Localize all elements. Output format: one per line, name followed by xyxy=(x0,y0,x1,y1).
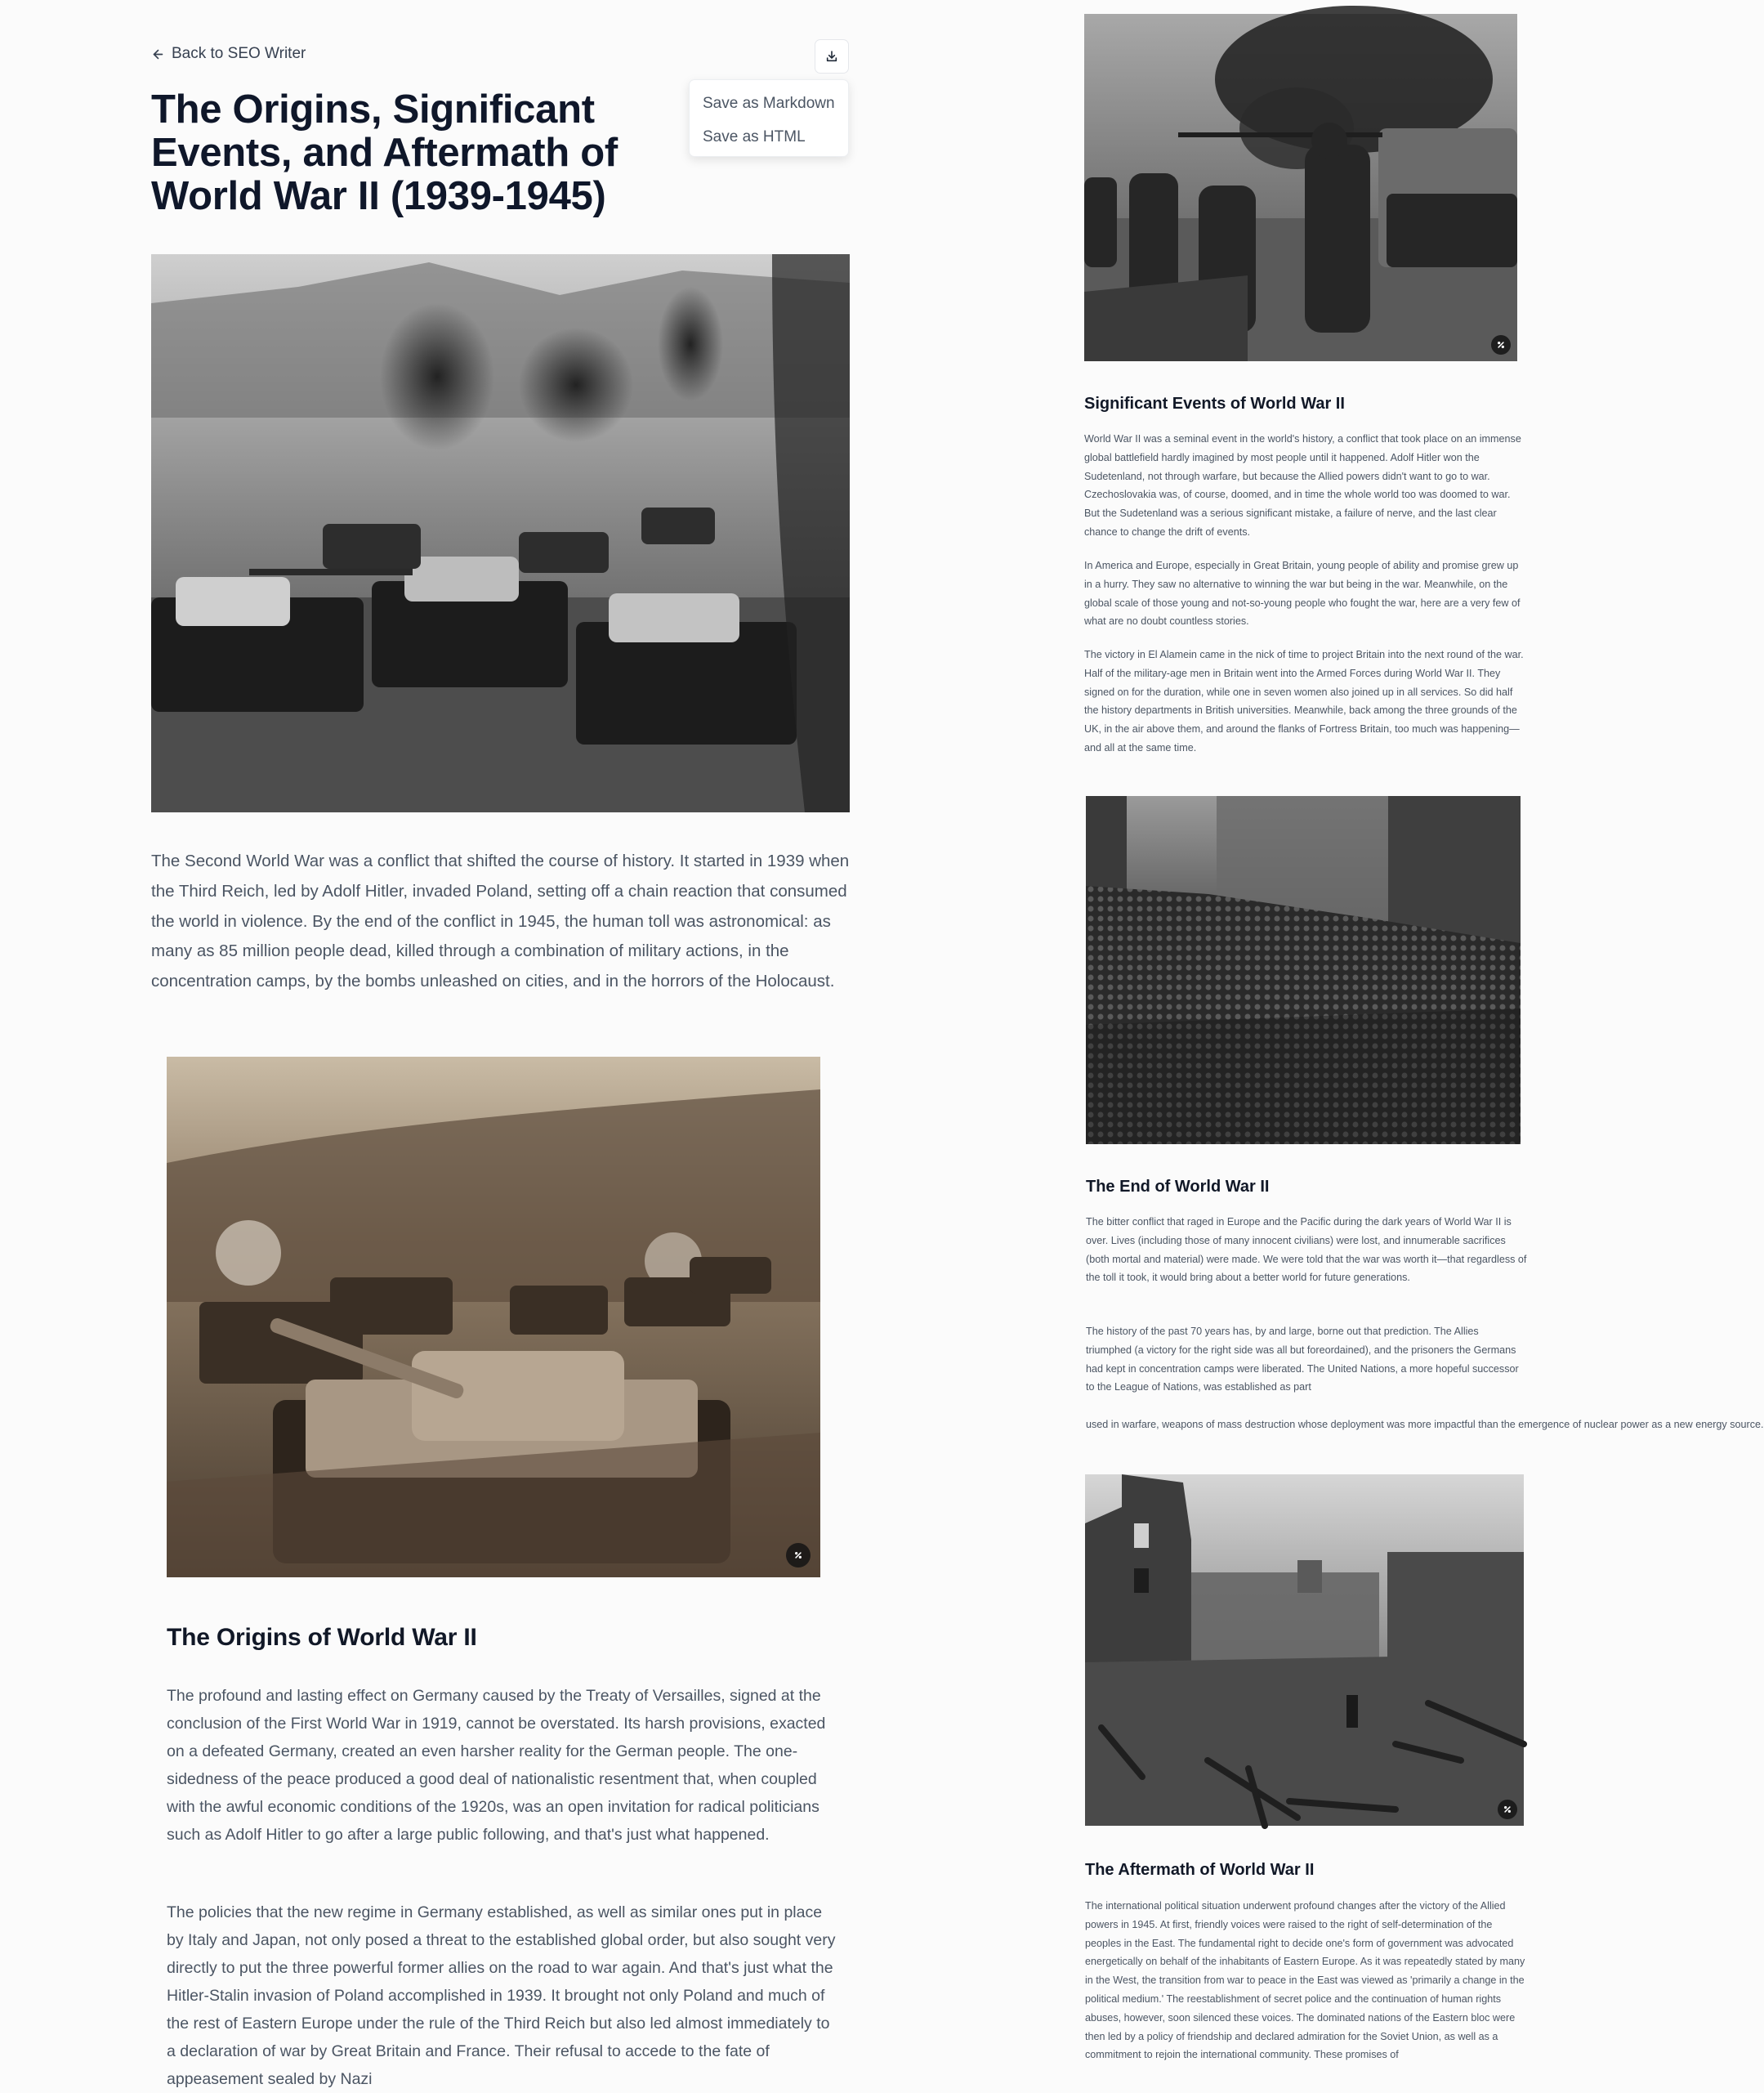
save-as-html-item[interactable]: Save as HTML xyxy=(703,128,806,145)
significant-events-paragraph: In America and Europe, especially in Great Britain, young people of ability and promise grew up in a hurry. They saw no alternative to winning the war but being in the war. Meanwhile, on the global scale of those young and not-so-young people who fought the war, here are a very few of what are no doubt countless stories. xyxy=(1084,560,1521,628)
expand-icon xyxy=(1502,1804,1513,1815)
image-expand-button[interactable] xyxy=(1498,1800,1517,1819)
arrow-left-icon xyxy=(151,47,165,61)
article-title: The Origins, Significant Events, and Aftermath of World War II (1939-1945) xyxy=(151,87,618,218)
photo-soldiers-tank xyxy=(1084,14,1517,361)
article-image-hero xyxy=(151,254,850,812)
origins-paragraph: The profound and lasting effect on Germany caused by the Treaty of Versailles, signed at the conclusion of the First World War in 1919, cannot be overstated. Its harsh provisions, exacted on a defeated Germany, created an even harsher reality for the German people. The one-sidedness of the peace produced a good deal of nationalistic resentment that, when coupled with the awful economic conditions of the 1920s, was an open invitation for radical politicians such as Adolf Hitler to go after a large public following, and that's just what happened. xyxy=(167,1687,826,1844)
section-heading-end: The End of World War II xyxy=(1086,1178,1270,1196)
image-expand-button[interactable] xyxy=(1491,335,1511,355)
article-image-soldiers-tank xyxy=(1084,14,1517,361)
photo-sepia-tanks xyxy=(167,1057,820,1577)
image-expand-button[interactable] xyxy=(786,1543,811,1568)
aftermath-paragraph: The international political situation underwent profound changes after the victory of the Allied powers in 1945. At first, friendly voices were raised to the right of self-determination of the peoples in the East. The fundamental right to decide one's form of government was advocated energetically on behalf of the inhabitants of Eastern Europe. As it was repeatedly stated by many in the West, the transition from war to peace in the East was viewed as 'primarily a change in the political medium.' The reestablishment of secret police and the continuation of human rights abuses, however, soon silenced these voices. The dominated nations of the Eastern bloc were then led by a policy of friendship and declared admiration for the Soviet Union, as well as a commitment to rejoin the international community. These promises of xyxy=(1085,1900,1525,2061)
export-dropdown-menu xyxy=(689,79,849,157)
section-heading-origins: The Origins of World War II xyxy=(167,1624,477,1651)
end-paragraph: The bitter conflict that raged in Europe and the Pacific during the dark years of World War II is over. Lives (including those of many innocent civilians) were lost, and innumerable sacrifices (both mortal and material) were made. We were told that the war was worth it—that regardless of the toll it took, it would bring about a better world for future generations. xyxy=(1086,1216,1527,1284)
photo-tanks-valley xyxy=(151,254,850,812)
end-paragraph: The history of the past 70 years has, by and large, borne out that prediction. The Allies triumphed (a victory for the right side was all but foreordained), and the prisoners the Germans had kept in concentration camps were liberated. The United Nations, a more hopeful successor to the League of Nations, was established as part xyxy=(1086,1326,1519,1393)
photo-bombed-ruins xyxy=(1085,1474,1524,1826)
save-as-markdown-item[interactable]: Save as Markdown xyxy=(703,95,835,112)
download-icon xyxy=(825,50,838,63)
section-heading-significant-events: Significant Events of World War II xyxy=(1084,395,1345,413)
significant-events-paragraph: The victory in El Alamein came in the nick of time to project Britain into the next round of the war. Half of the military-age men in Britain went into the Armed Forces during World War II. They signed on for the duration, while one in seven women also joined up in all services. So did half the history departments in British universities. Meanwhile, back among the three grounds of the UK, in the air above them, and around the flanks of Fortress Britain, too much was happening—and all at the same time. xyxy=(1084,649,1524,754)
origins-paragraph: The policies that the new regime in Germany established, as well as similar ones put in place by Italy and Japan, not only posed a threat to the established global order, but also sought very directly to put the three powerful former allies on the road to war again. And that's just what the Hitler-Stalin invasion of Poland accomplished in 1939. It brought not only Poland and much of the rest of Eastern Europe under the rule of the Third Reich but also led almost immediately to a declaration of war by Great Britain and France. Their refusal to accede to the fate of appeasement sealed by Nazi xyxy=(167,1903,836,2088)
photo-victory-crowd xyxy=(1086,796,1521,1144)
end-paragraph: used in warfare, weapons of mass destruction whose deployment was more impactful than the emergence of nuclear power as a new energy source. xyxy=(1086,1419,1764,1430)
significant-events-paragraph: World War II was a seminal event in the world's history, a conflict that took place on an immense global battlefield hardly imagined by most people until it happened. Adolf Hitler won the Sudetenland, not through warfare, but because the Allied powers didn't want to go to war. Czechoslovakia was, of course, doomed, and in time the whole world too was doomed to war. But the Sudetenland was a serious significant mistake, a failure of nerve, and the last clear chance to change the drift of events. xyxy=(1084,433,1521,538)
article-image-crowd xyxy=(1086,796,1521,1144)
article-image-ruins xyxy=(1085,1474,1524,1826)
expand-icon xyxy=(793,1550,804,1561)
download-button[interactable] xyxy=(815,39,849,74)
article-image-sepia-tanks xyxy=(167,1057,820,1577)
expand-icon xyxy=(1495,339,1507,351)
back-to-seo-writer-link[interactable] xyxy=(151,45,306,63)
back-link-label: Back to SEO Writer xyxy=(172,45,306,62)
article-intro: The Second World War was a conflict that shifted the course of history. It started in 1939 when the Third Reich, led by Adolf Hitler, invaded Poland, setting off a chain reaction that consumed the world in violence. By the end of the conflict in 1945, the human toll was astronomical: as many as 85 million people dead, killed through a combination of military actions, in the concentration camps, by the bombs unleashed on cities, and in the horrors of the Holocaust. xyxy=(151,852,850,991)
section-heading-aftermath: The Aftermath of World War II xyxy=(1085,1861,1315,1879)
